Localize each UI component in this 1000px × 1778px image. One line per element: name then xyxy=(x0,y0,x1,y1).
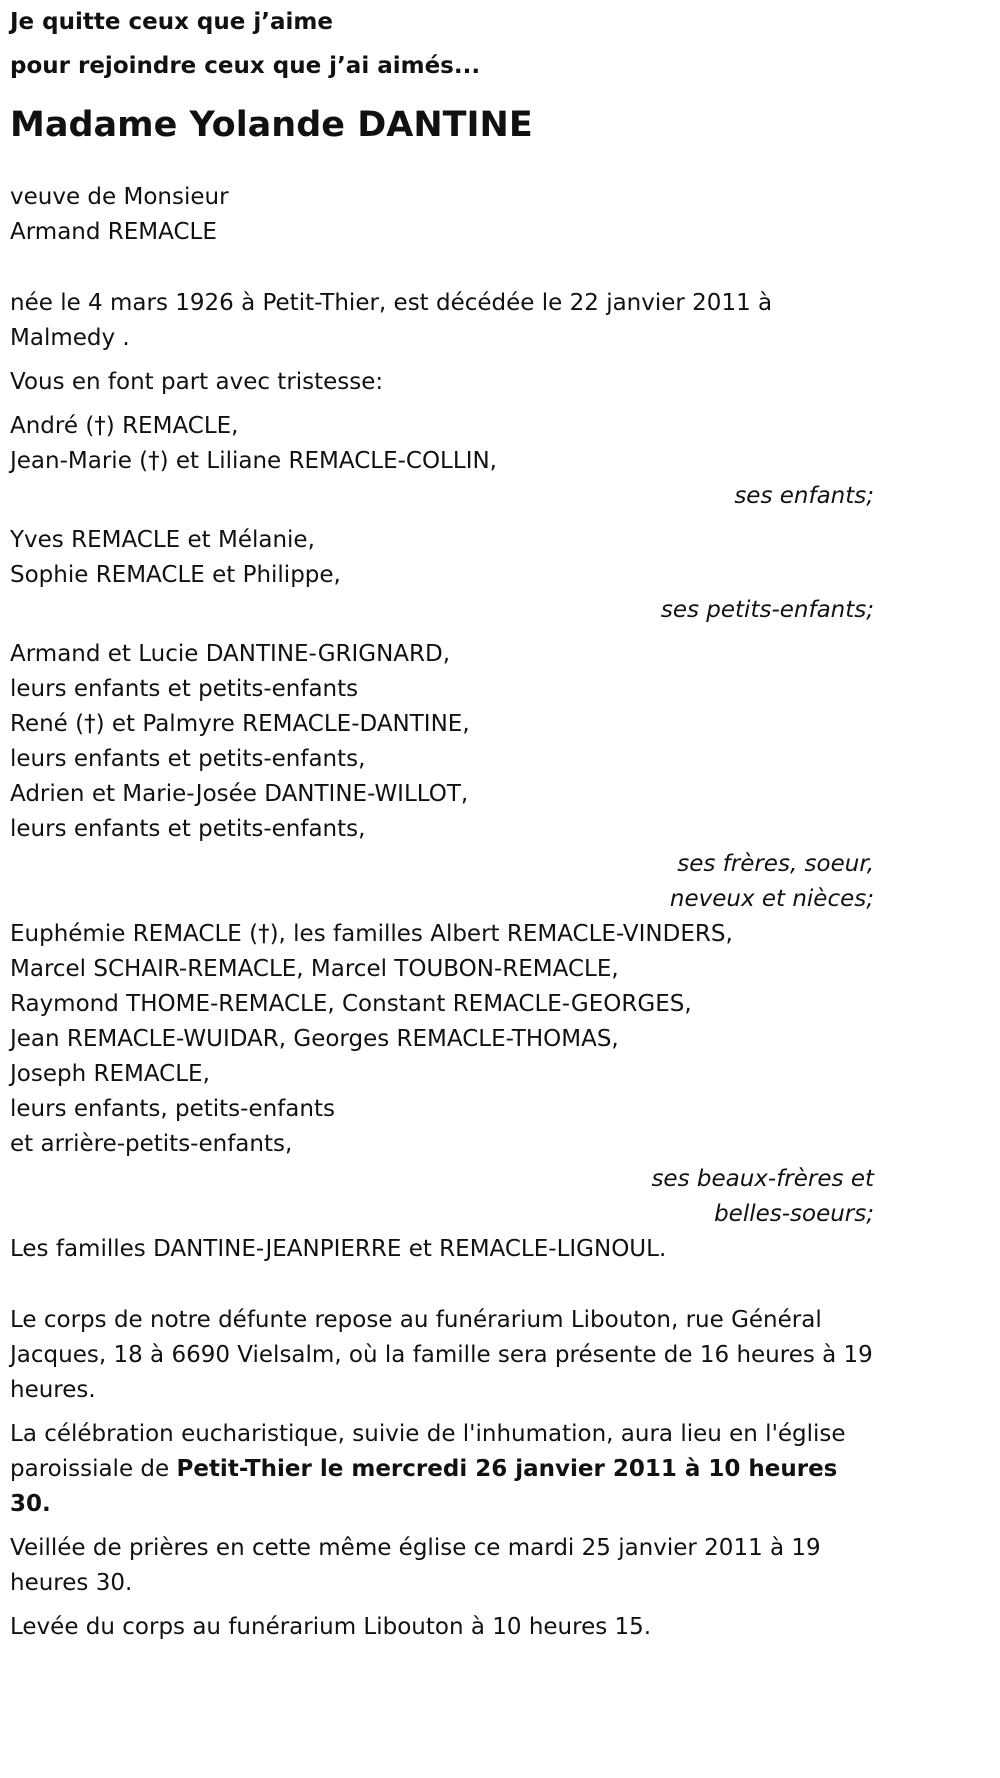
family-role: ses petits-enfants; xyxy=(660,597,874,623)
families-line: Les familles DANTINE-JEANPIERRE et REMACLE-LIGNOUL. xyxy=(10,1236,667,1262)
vigil-info xyxy=(10,1531,874,1601)
funeral-home-line: Jacques, 18 à 6690 Vielsalm, où la famille sera présente de 16 heures à 19 xyxy=(10,1342,873,1368)
family-line: leurs enfants et petits-enfants xyxy=(10,676,359,702)
family-role: ses frères, soeur, xyxy=(677,851,874,877)
family-line: André (†) REMACLE, xyxy=(10,413,239,439)
family-line: Joseph REMACLE, xyxy=(10,1061,210,1087)
family-role: ses beaux-frères et xyxy=(651,1166,874,1192)
epitaph-line: Je quitte ceux que j’aime xyxy=(10,9,333,35)
family-group-siblings xyxy=(10,637,874,917)
family-line: leurs enfants, petits-enfants xyxy=(10,1096,335,1122)
spouse-line: Armand REMACLE xyxy=(10,219,217,245)
vigil-line: heures 30. xyxy=(10,1570,133,1596)
family-line: Raymond THOME-REMACLE, Constant REMACLE-GEORGES, xyxy=(10,991,692,1017)
family-line: leurs enfants et petits-enfants, xyxy=(10,816,366,842)
obituary-notice xyxy=(10,0,874,1645)
family-line: Armand et Lucie DANTINE-GRIGNARD, xyxy=(10,641,451,667)
celebration-line: La célébration eucharistique, suivie de l'inhumation, aura lieu en l'église xyxy=(10,1421,846,1447)
family-line: Adrien et Marie-Josée DANTINE-WILLOT, xyxy=(10,781,469,807)
family-line: Euphémie REMACLE (†), les familles Albert REMACLE-VINDERS, xyxy=(10,921,733,947)
birth-death-info xyxy=(10,286,874,356)
family-role: belles-soeurs; xyxy=(714,1201,874,1227)
spouse-line: veuve de Monsieur xyxy=(10,184,229,210)
family-group-children xyxy=(10,409,874,514)
funeral-home-line: heures. xyxy=(10,1377,96,1403)
funeral-home-info xyxy=(10,1303,874,1408)
birth-death-line: née le 4 mars 1926 à Petit-Thier, est décédée le 22 janvier 2011 à xyxy=(10,290,773,316)
announcement-intro: Vous en font part avec tristesse: xyxy=(10,369,384,395)
family-line: Sophie REMACLE et Philippe, xyxy=(10,562,341,588)
family-line: Marcel SCHAIR-REMACLE, Marcel TOUBON-REMACLE, xyxy=(10,956,619,982)
celebration-line xyxy=(10,1452,874,1522)
levee-info: Levée du corps au funérarium Libouton à 10 heures 15. xyxy=(10,1614,652,1640)
celebration-info xyxy=(10,1417,874,1522)
spouse-info xyxy=(10,180,874,250)
celebration-prefix: paroissiale de xyxy=(10,1456,177,1482)
family-line: René (†) et Palmyre REMACLE-DANTINE, xyxy=(10,711,470,737)
deceased-name: Madame Yolande DANTINE xyxy=(10,105,533,145)
vigil-line: Veillée de prières en cette même église ce mardi 25 janvier 2011 à 19 xyxy=(10,1535,821,1561)
family-group-in-laws xyxy=(10,917,874,1232)
family-role: neveux et nièces; xyxy=(669,886,874,912)
epitaph-line: pour rejoindre ceux que j’ai aimés... xyxy=(10,53,481,79)
celebration-date: Petit-Thier le mercredi 26 janvier 2011 à 10 heures 30. xyxy=(10,1456,838,1517)
family-line: Jean-Marie (†) et Liliane REMACLE-COLLIN, xyxy=(10,448,497,474)
family-group-grandchildren xyxy=(10,523,874,628)
birth-death-line: Malmedy . xyxy=(10,325,130,351)
family-role: ses enfants; xyxy=(734,483,874,509)
funeral-home-line: Le corps de notre défunte repose au funérarium Libouton, rue Général xyxy=(10,1307,822,1333)
family-line: leurs enfants et petits-enfants, xyxy=(10,746,366,772)
epitaph xyxy=(10,0,874,88)
family-line: Yves REMACLE et Mélanie, xyxy=(10,527,315,553)
family-line: et arrière-petits-enfants, xyxy=(10,1131,293,1157)
family-line: Jean REMACLE-WUIDAR, Georges REMACLE-THOMAS, xyxy=(10,1026,619,1052)
